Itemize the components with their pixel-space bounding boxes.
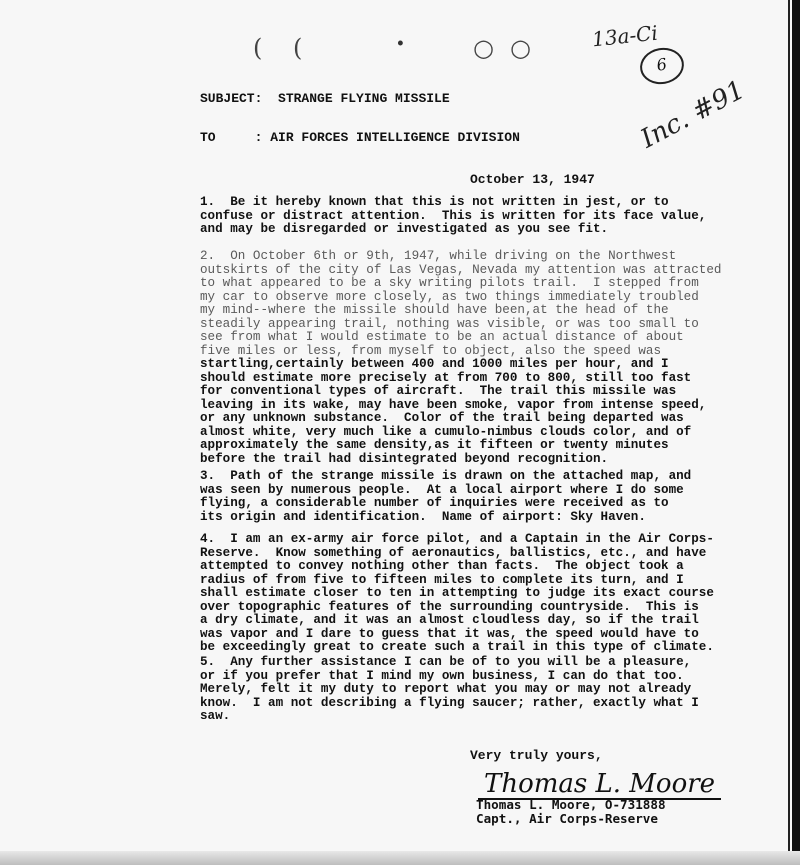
- to-label: TO: [200, 130, 216, 145]
- scan-border-right: [792, 0, 800, 865]
- paragraph-2-faded-text: 2. On October 6th or 9th, 1947, while driving on the Northwest outskirts of the city of Las Vegas, Nevada my attention was attracted to what appeared to be a sky writing pilots trail. I stepped from my car to observe more closely, as two things immediately troubled my mind--where the missile should have been,at the head of the steadily appearing trail, nothing was visible, or was too small to see from what I would estimate to be an actual distance of about five miles or less, from myself to object, also the speed was: [200, 249, 722, 358]
- to-text: : AIR FORCES INTELLIGENCE DIVISION: [254, 130, 520, 145]
- handwritten-reference: 13a-Ci: [590, 20, 659, 52]
- scan-border-bottom: [0, 851, 800, 865]
- paragraph-3: 3. Path of the strange missile is drawn on the attached map, and was seen by numerous people. At a local airport where I do some flying, a considerable number of inquiries were received as to its origin and identification. Name of airport: Sky Haven.: [200, 469, 692, 524]
- punch-hole-mark: •: [395, 35, 406, 55]
- handwritten-signature: Thomas L. Moore: [478, 770, 721, 800]
- to-line: [200, 131, 520, 145]
- punch-hole-mark: (: [293, 34, 303, 62]
- letter-date: October 13, 1947: [470, 172, 595, 187]
- signature-block: Thomas L. Moore, O-731888 Capt., Air Corps-Reserve: [476, 797, 666, 826]
- paragraph-2-text: startling,certainly between 400 and 1000 miles per hour, and I should estimate more precisely at from 700 to 800, still too fast for conventional types of aircraft. The trail this missile was leaving in its wake, may have been smoke, vapor from intense speed, or any unknown substance. Color of the trail being departed was almost white, very much like a cumulo-nimbus clouds color, and of approximately the same density,as it fifteen or twenty minutes before the trail had disintegrated beyond recognition.: [200, 357, 707, 466]
- subject-text: STRANGE FLYING MISSILE: [278, 91, 450, 106]
- subject-label: SUBJECT:: [200, 91, 263, 106]
- handwritten-circled-number: 6: [637, 44, 687, 87]
- paragraph-5: 5. Any further assistance I can be of to you will be a pleasure, or if you prefer that I mind my own business, I can do that too. Merely, felt it my duty to report what you may or may not already know. I am not describing a flying saucer; rather, exactly what I saw.: [200, 655, 699, 723]
- punch-hole-mark: (: [253, 34, 263, 62]
- punch-hole-mark: ○: [510, 34, 531, 62]
- closing-salutation: Very truly yours,: [470, 748, 603, 763]
- paragraph-1: 1. Be it hereby known that this is not written in jest, or to confuse or distract attention. This is written for its face value, and may be disregarded or investigated as you see fit.: [200, 195, 707, 236]
- page-edge-line: [788, 0, 790, 865]
- punch-hole-mark: ○: [473, 34, 494, 62]
- paragraph-2: [200, 250, 721, 466]
- handwritten-inclosure-note: Inc. #91: [636, 74, 750, 155]
- paragraph-4: 4. I am an ex-army air force pilot, and a Captain in the Air Corps- Reserve. Know something of aeronautics, ballistics, etc., and have attempted to convey nothing other than facts. The object took a radius of from five to fifteen miles to complete its turn, and I shall estimate closer to ten in attempting to judge its exact course over topographic features of the surrounding countryside. This is a dry climate, and it was an almost cloudless day, so if the trail was vapor and I dare to guess that it was, the speed would have to be exceedingly great to create such a trail in this type of climate.: [200, 532, 714, 654]
- subject-line: [200, 92, 450, 106]
